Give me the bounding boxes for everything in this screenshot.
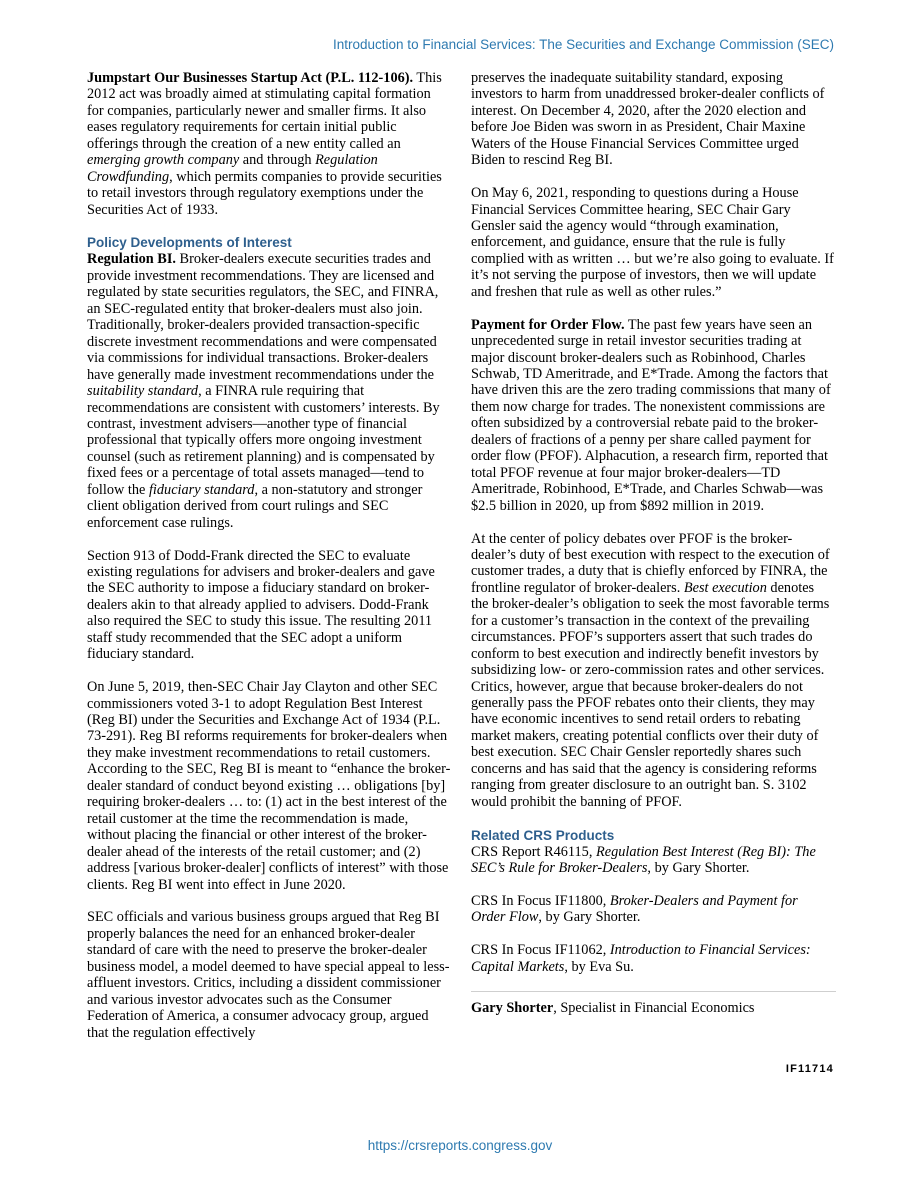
crs-product-2	[471, 893, 835, 926]
center-text-2: denotes the broker-dealer’s obligation to seek the most favorable terms for a customer’s transaction in the context of the prevailing circumstances. PFOF’s supporters assert that such trades do conform to best execution and indirectly benefit investors by subsidizing low- or zero-commission rates and other services. Critics, however, argue that because broker-dealers do not generally pass the PFOF rebates onto their clients, they may have economic incentives to send retail orders to rebating market makers, creating potential conflicts over their duty of best execution. SEC Chair Gensler reportedly shares such concerns and has said that the agency is considering reforms ranging from greater disclosure to an outright ban. S. 3102 would prohibit the banning of PFOF.	[471, 579, 830, 810]
regbi-title: Regulation BI.	[87, 251, 176, 268]
regbi-term-fiduciary: fiduciary standard	[148, 481, 255, 498]
may-2021-paragraph: On May 6, 2021, responding to questions during a House Financial Services Committee hearing, SEC Chair Gary Gensler said the agency would “through examination, enforcement, and guidance, ensure that the rule is fully complied with as written … but we’re also going to evaluate. If it’s not serving the purpose of investors, then we will update and freshen that rule as well as other rules.”	[471, 185, 834, 300]
document-id: IF11714	[785, 1063, 834, 1075]
section-913-paragraph: Section 913 of Dodd-Frank directed the SEC to evaluate existing regulations for advisers and broker-dealers and gave the SEC authority to impose a fiduciary standard on broker-dealers akin to that already applied to advisers. Dodd-Frank also required the SEC to study this issue. The resulting 2011 staff study recommended that the SEC adopt a uniform fiduciary standard.	[87, 547, 435, 663]
jobs-text-2: and through	[239, 152, 316, 169]
author-name: Gary Shorter	[471, 1000, 554, 1017]
pfof-text: The past few years have seen an unprecedented surge in retail investor securities trading at major discount broker-dealers such as Robinhood, Charles Schwab, TD Ameritrade, and E*Trade. Among the factors that have driven this are the zero trading commissions that many of them now charge for trades. The nonexistent commissions are often subsidized by a controversial rebate paid to the broker-dealers of fractions of a penny per share called payment for order flow (PFOF). Alphacution, a research firm, reported that total PFOF revenue at four major broker-dealers—TD Ameritrade, Robinhood, E*Trade, and Charles Schwab—was $2.5 billion in 2020, up from $892 million in 2019.	[471, 316, 831, 514]
crs2-suffix: , by Gary Shorter.	[538, 909, 641, 926]
crs3-prefix: CRS In Focus IF11062,	[471, 942, 610, 959]
pfof-title: Payment for Order Flow.	[471, 316, 625, 333]
regbi-text-3: , a non-statutory and stronger client obligation derived from court rulings and SEC enforcement case rulings.	[87, 481, 423, 531]
regbi-term-suitability: suitability standard	[87, 383, 199, 400]
footer-url[interactable]: https://crsreports.congress.gov	[367, 1138, 553, 1153]
right-column	[471, 70, 835, 1033]
jobs-act-title: Jumpstart Our Businesses Startup Act (P.L. 112-106).	[87, 70, 414, 86]
author-line	[471, 1000, 835, 1016]
jobs-term-egc: emerging growth company	[87, 152, 240, 169]
jobs-act-paragraph	[87, 70, 451, 218]
jobs-text-3: , which permits companies to provide securities to retail investors through regulatory exemptions under the Securities Act of 1933.	[87, 168, 442, 218]
author-divider	[471, 991, 836, 992]
jobs-text-1: This 2012 act was broadly aimed at stimulating capital formation for companies, particularly newer and smaller firms. It also eases regulatory requirements for certain initial public offerings through the creation of a new entity called an	[87, 70, 442, 152]
regbi-text-1: Broker-dealers execute securities trades and provide investment recommendations. They are licensed and regulated by state securities regulators, the SEC, and FINRA, an SEC-regulated entity that broker-dealers must also join. Traditionally, broker-dealers provided transaction-specific discrete investment recommendations and were compensated via commissions for individual transactions. Broker-dealers have generally made investment recommendations under the	[87, 251, 439, 383]
crs1-prefix: CRS Report R46115,	[471, 843, 596, 860]
crs1-suffix: , by Gary Shorter.	[647, 860, 750, 877]
running-header: Introduction to Financial Services: The Securities and Exchange Commission (SEC)	[333, 37, 834, 52]
crs3-suffix: , by Eva Su.	[564, 958, 634, 975]
officials-paragraph: SEC officials and various business groups argued that Reg BI properly balances the need for an enhanced broker-dealer standard of care with the need to preserve the broker-dealer business model, a model deemed to have special appeal to less-affluent investors. Critics, including a dissident commissioner and various investor advocates such as the Consumer Federation of America, a consumer advocacy group, argued that the regulation effectively	[87, 909, 450, 1041]
crs3-title: Introduction to Financial Services: Capital Markets	[471, 942, 811, 975]
june-2019-paragraph: On June 5, 2019, then-SEC Chair Jay Clayton and other SEC commissioners voted 3-1 to adopt Regulation Best Interest (Reg BI) under the Securities and Exchange Act of 1934 (P.L. 73-291). Reg BI reforms requirements for broker-dealers when they make investment recommendations to retail customers. According to the SEC, Reg BI is meant to “enhance the broker-dealer standard of conduct beyond existing … obligations [by] requiring broker-dealers … to: (1) act in the best interest of the retail customer at the time the recommendation is made, without placing the financial or other interest of the broker-dealer ahead of the interests of the retail customer; and (2) address [various broker-dealer] conflicts of interest” with those clients. Reg BI went into effect in June 2020.	[87, 679, 451, 893]
best-execution-paragraph	[471, 531, 835, 811]
regbi-text-2: , a FINRA rule requiring that recommendations are consistent with customers’ interests. By contrast, investment advisers—another type of financial professional that typically offers more ongoing investment counsel (such as retirement planning) and is compensated by fixed fees or a percentage of total assets managed—tend to follow the	[87, 383, 440, 498]
crs2-title: Broker-Dealers and Payment for Order Flow	[471, 892, 798, 926]
center-text-1: At the center of policy debates over PFOF is the broker-dealer’s duty of best execution with respect to the execution of customer trades, a duty that is chiefly enforced by FINRA, the frontline regulator of broker-dealers.	[471, 530, 830, 596]
crs2-prefix: CRS In Focus IF11800,	[471, 892, 610, 909]
jobs-term-crowdfunding: Regulation Crowdfunding	[87, 152, 378, 185]
pfof-paragraph	[471, 317, 835, 514]
regbi-paragraph	[87, 251, 451, 531]
continuation-paragraph: preserves the inadequate suitability standard, exposing investors to harm from unaddressed broker-dealer conflicts of interest. On December 4, 2020, after the 2020 election and before Joe Biden was sworn in as President, Chair Maxine Waters of the House Financial Services Committee urged Biden to rescind Reg BI.	[471, 70, 825, 169]
author-role: , Specialist in Financial Economics	[553, 1000, 755, 1017]
left-column	[87, 70, 451, 1057]
center-term-best-execution: Best execution	[683, 579, 767, 596]
crs-product-1	[471, 844, 835, 877]
crs-product-3	[471, 942, 835, 975]
crs1-title: Regulation Best Interest (Reg BI): The SEC’s Rule for Broker-Dealers	[471, 843, 816, 877]
policy-heading: Policy Developments of Interest	[87, 235, 292, 251]
related-heading: Related CRS Products	[471, 827, 615, 843]
